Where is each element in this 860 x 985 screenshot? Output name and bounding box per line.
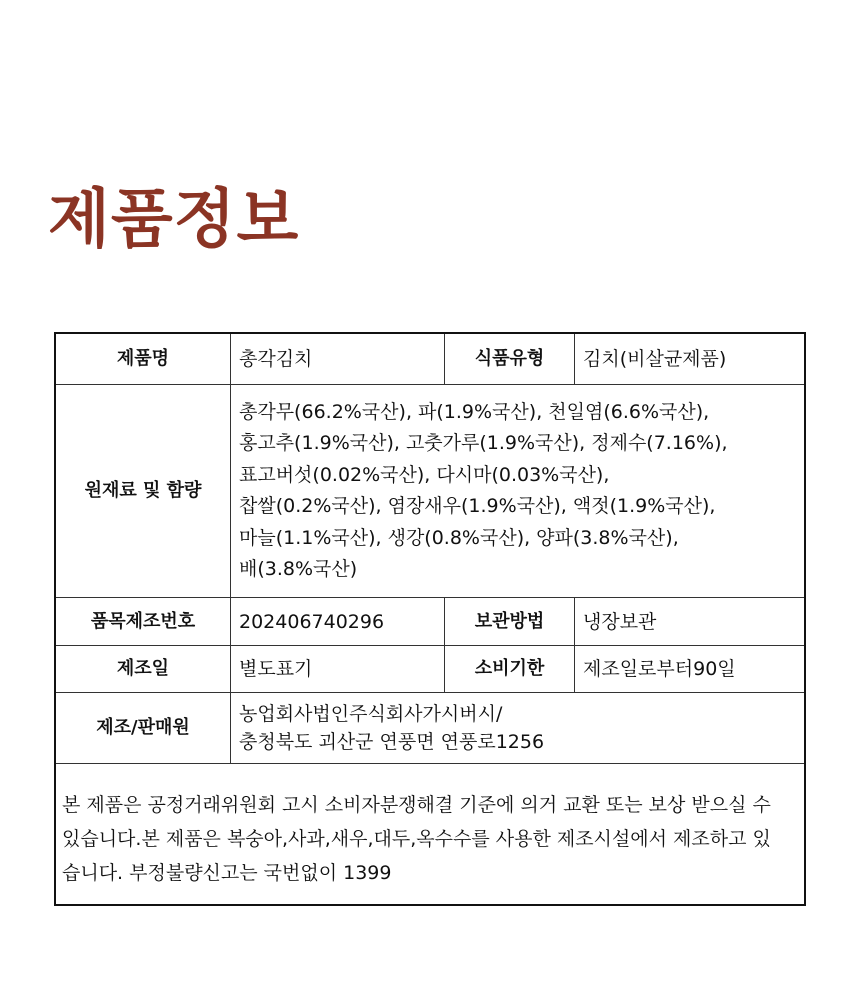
report-number-label: 품목제조번호 xyxy=(90,610,196,632)
ingredients-line: 홍고추(1.9%국산), 고춧가루(1.9%국산), 정제수(7.16%), xyxy=(239,432,728,454)
ingredients-line: 표고버섯(0.02%국산), 다시마(0.03%국산), xyxy=(239,463,610,486)
expiry-label: 소비기한 xyxy=(474,658,545,679)
manufacturer-label: 제조/판매원 xyxy=(96,717,190,738)
page-title: 제품정보 xyxy=(48,182,300,257)
expiry-value: 제조일로부터90일 xyxy=(583,658,736,680)
manufacture-date-label: 제조일 xyxy=(116,658,170,679)
manufacturer-line: 농업회사법인주식회사가시버시/ xyxy=(239,703,503,725)
ingredients-line: 마늘(1.1%국산), 생강(0.8%국산), 양파(3.8%국산), xyxy=(239,526,679,549)
ingredients-label: 원재료 및 함량 xyxy=(84,480,202,501)
notice-line: 본 제품은 공정거래위원회 고시 소비자분쟁해결 기준에 의거 교환 또는 보상 받으실 수 xyxy=(62,794,771,816)
manufacture-date-value: 별도표기 xyxy=(239,658,313,680)
notice-line: 습니다. 부정불량신고는 국번없이 1399 xyxy=(62,862,392,884)
manufacturer-line: 충청북도 괴산군 연풍면 연풍로1256 xyxy=(239,731,545,753)
food-type-label: 식품유형 xyxy=(474,348,545,369)
ingredients-line: 배(3.8%국산) xyxy=(239,558,358,580)
notice-text xyxy=(56,764,804,904)
manufacturer-value xyxy=(231,693,804,763)
product-name-label: 제품명 xyxy=(116,348,170,369)
product-info-table xyxy=(54,332,806,906)
notice-line: 있습니다.본 제품은 복숭아,사과,새우,대두,옥수수를 사용한 제조시설에서 제조하고 있 xyxy=(62,828,771,850)
storage-value: 냉장보관 xyxy=(583,610,657,633)
storage-label: 보관방법 xyxy=(474,610,545,632)
product-name-value: 총각김치 xyxy=(239,348,313,370)
food-type-value: 김치(비살균제품) xyxy=(583,348,727,370)
ingredients-line: 찹쌀(0.2%국산), 염장새우(1.9%국산), 액젓(1.9%국산), xyxy=(239,495,716,517)
report-number-value: 202406740296 xyxy=(239,610,385,633)
ingredients-value xyxy=(231,385,804,597)
ingredients-line: 총각무(66.2%국산), 파(1.9%국산), 천일염(6.6%국산), xyxy=(239,400,710,423)
